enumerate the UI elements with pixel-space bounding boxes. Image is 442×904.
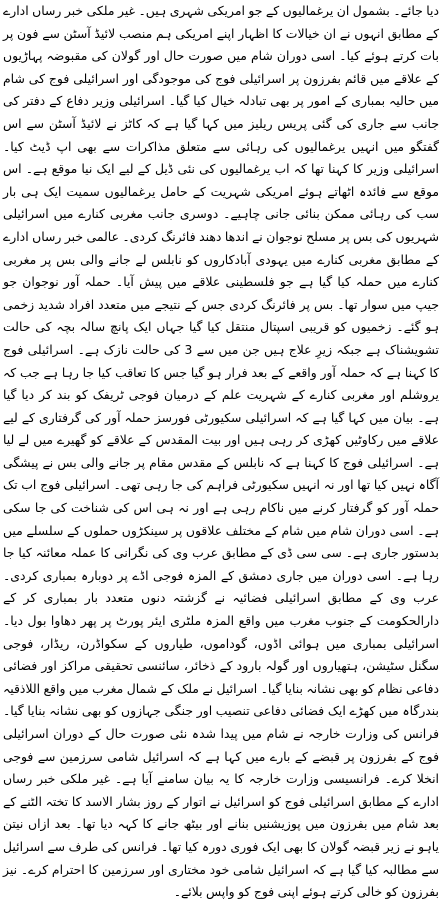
- article-body: دیا جائے۔ بشمول ان یرغمالیوں کے جو امریکی شہری ہیں۔ غیر ملکی خبر رساں ادارے کے مطابق انہوں نے ان خیالات کا اظہار اپنے امریکی ہم منصب لائیڈ آسٹن سے فون پر بات کرتے ہوئے کیا۔ اسی دوران شام میں صورت حال اور گولان کی مقبوضہ پہاڑیوں کے علاقے میں قائم بفرزون پر اسرائیلی فوج کی موجودگی اور اسرائیلی فوج کی شام میں حالیہ بمباری کے امور پر بھی تبادلہ خیال کیا گیا۔ اسرائیلی وزیر دفاع کے دفتر کی جانب سے جاری کی گئی پریس ریلیز میں کہا گیا ہے کہ کاٹز نے لائیڈ آسٹن سے اس گفتگو میں انہیں یرغمالیوں کی رہائی سے متعلق مذاکرات سے بھی اپ ڈیٹ کیا۔ اسرائیلی وزیر کا کہنا تھا کہ اب یرغمالیوں کی نئی ڈیل کے لیے ایک نیا موقع ہے۔ اس موقع سے فائدہ اٹھاتے ہوئے امریکی شہریت کے حامل یرغمالیوں سمیت ایک ہی بار سب کی رہائی ممکن بنائی جانی چاہیے۔ دوسری جانب مغربی کنارے میں اسرائیلی شہریوں کی بس پر مسلح نوجوان نے اندھا دھند فائرنگ کردی۔ عالمی خبر رساں ادارے کے مطابق مغربی کنارے میں یہودی آبادکاروں کو نابلس لے جانے والی بس پر مغربی کنارے میں حملہ کیا گیا ہے جو فلسطینی علاقے میں پیش آیا۔ حملہ آور نوجوان جو جیپ میں سوار تھا۔ بس پر فائرنگ کردی جس کے نتیجے میں متعدد افراد شدید زخمی ہو گئے۔ زخمیوں کو قریبی اسپتال منتقل کیا گیا جہاں ایک پانچ سالہ بچہ کی حالت تشویشناک ہے جبکہ زیرِ علاج ہیں جن میں سے 3 کی حالت نازک ہے۔ اسرائیلی فوج کا کہنا ہے کہ حملہ آور واقعے کے بعد فرار ہو گیا جس کا تعاقب کیا جا رہا ہے جب کہ یروشلم اور مغربی کنارے کے شہریت علم کے درمیان فوجی ٹریفک کو بند کر دیا گیا ہے۔ بیان میں کہا گیا ہے کہ اسرائیلی سکیورٹی فورسز حملہ آور کی گرفتاری کے لیے علاقے میں رکاوٹیں کھڑی کر رہی ہیں اور بیت المقدس کے علاقے کو گھیرے میں لے لیا ہے۔ اسرائیلی فوج کا کہنا ہے کہ نابلس کے مقدس مقام پر جانے والی بس نے پیشگی آگاہ نہیں کیا تھا اور نہ انہیں سکیورٹی فراہم کی جا رہی تھی۔ اسرائیلی فوج اب تک حملہ آور کو گرفتار کرنے میں ناکام رہی ہے اور نہ ہی اس کی شناخت کی جا سکی ہے۔ اسی دوران شام میں شام کے مختلف علاقوں پر سینکڑوں حملوں کے سلسلے میں بدستور جاری ہے۔ سی سی ڈی کے مطابق عرب وی کی نگرانی کا عملہ معائنہ کیا جا رہا ہے۔ اسی دوران میں جاری دمشق کے المزہ فوجی اڈے پر دوبارہ بمباری کردی۔ عرب وی کے مطابق اسرائیلی فضائیہ نے گزشتہ دنوں متعدد بار بمباری کر کے دارالحکومت کے جنوب مغرب میں واقع المزہ ملٹری ایئر پورٹ پر پھر دھاوا بول دیا۔ اسرائیلی بمباری میں ہوائی اڈوں، گوداموں، طیاروں کے سکواڈرن، ریڈار، فوجی سگنل سٹیشن، ہتھیاروں اور گولہ بارود کے ذخائر، سائنسی تحقیقی مراکز اور فضائی دفاعی نظام کو بھی نشانہ بنایا گیا۔ اسرائیل نے ملک کے شمال مغرب میں واقع اللاذقیہ بندرگاہ میں کھڑے ایک فضائی دفاعی تنصیب اور جنگی جہازوں کو بھی نشانہ بنایا گیا۔ فرانس کی وزارت خارجہ نے شام میں پیدا شدہ نئی صورت حال کے دوران اسرائیلی فوج کے بفرزون پر قبضے کے بارے میں کہا ہے کہ اسرائیل شامی سرزمین سے فوجی انخلا کرے۔ فرانسیسی وزارت خارجہ کا یہ بیان سامنے آیا ہے۔ غیر ملکی خبر رساں ادارے کے مطابق اسرائیلی فوج کو اسرائیل نے اتوار کے روز بشار الاسد کا تختہ الٹنے کے بعد شام میں بفرزون میں پوزیشنیں بنانے اور بیٹھ جانے کا کہہ دیا تھا۔ بعد ازاں نیتن یاہو نے زیر قبضہ گولان کا بھی ایک فوری دورہ کیا تھا۔ فرانس کی طرف سے اسرائیل سے مطالبہ کیا گیا ہے کہ اسرائیل شامی خود مختاری اور سرزمین کا احترام کرے۔ نیز بفرزون کو خالی کرتے ہوئے اپنی فوج کو واپس بلائے۔: [3, 3, 440, 900]
- news-page: [3, 0, 440, 900]
